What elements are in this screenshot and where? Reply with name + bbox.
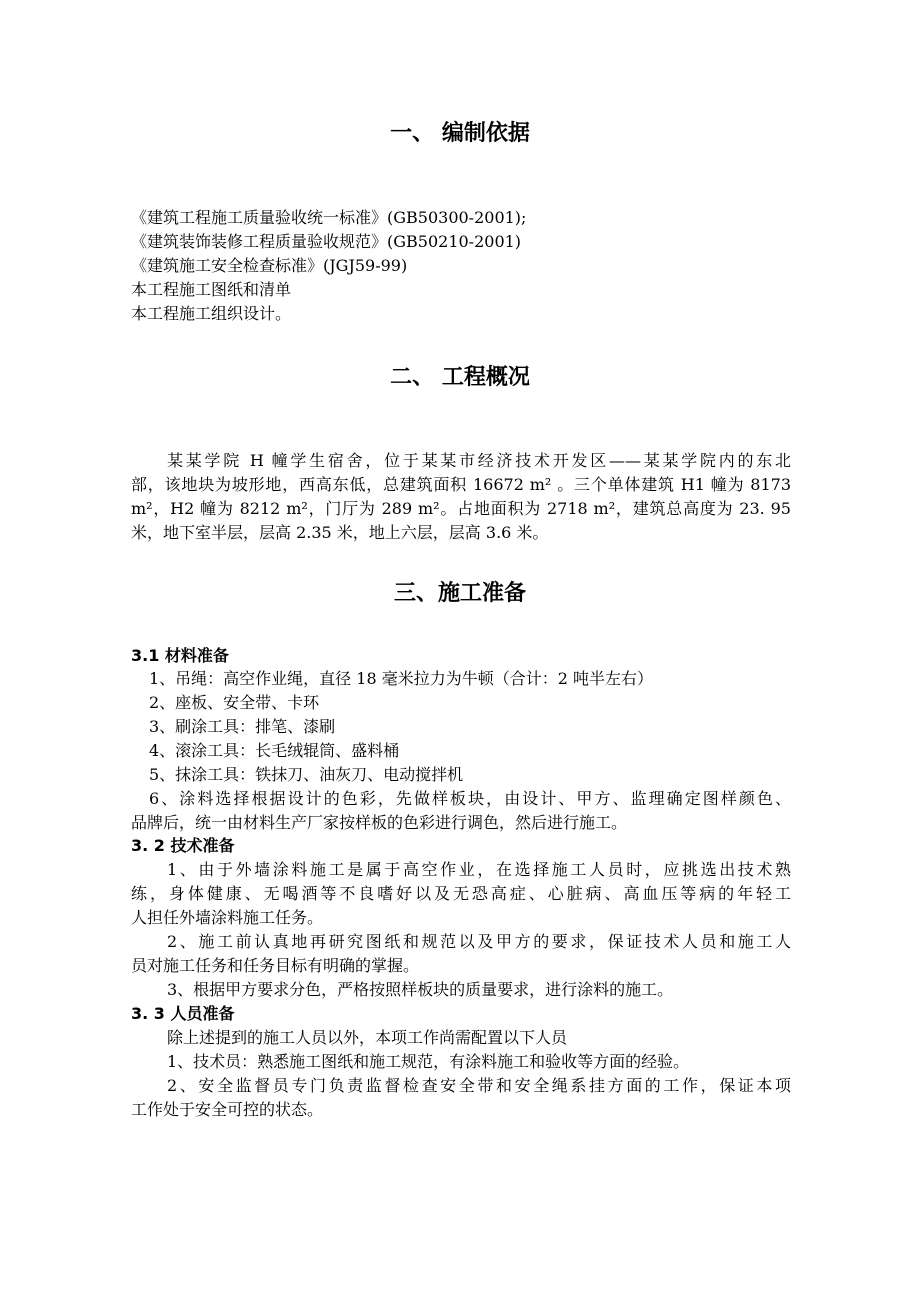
personnel-para-line: 1、技术员：熟悉施工图纸和施工规范，有涂料施工和验收等方面的经验。 [167, 1052, 690, 1071]
personnel-para-line: 除上述提到的施工人员以外，本项工作尚需配置以下人员 [167, 1028, 568, 1047]
section-title-preparation: 三、施工准备 [393, 581, 526, 606]
material-item: 4、滚涂工具：长毛绒辊筒、盛料桶 [149, 741, 400, 760]
material-item: 品牌后，统一由材料生产厂家按样板的色彩进行调色，然后进行施工。 [131, 813, 628, 832]
material-item: 3、刷涂工具：排笔、漆刷 [149, 717, 336, 736]
overview-line: m²，H2 幢为 8212 m²，门厅为 289 m²。占地面积为 2718 m²，建筑总高度为 23. 95 [131, 499, 791, 518]
overview-line: 部，该地块为坡形地，西高东低，总建筑面积 16672 m² 。三个单体建筑 H1 幢为 8173 [131, 475, 791, 494]
overview-line: 某某学院 H 幢学生宿舍，位于某某市经济技术开发区——某某学院内的东北 [167, 451, 791, 470]
section-title-basis: 一、 编制依据 [390, 121, 530, 146]
technical-para-line: 3、根据甲方要求分色，严格按照样板块的质量要求，进行涂料的施工。 [167, 980, 674, 999]
personnel-para-line: 工作处于安全可控的状态。 [131, 1100, 324, 1119]
subsection-heading-personnel: 3. 3 人员准备 [131, 1004, 235, 1023]
technical-para-line: 人担任外墙涂料施工任务。 [131, 908, 324, 927]
technical-para-line: 1、由于外墙涂料施工是属于高空作业，在选择施工人员时，应挑选出技术熟 [167, 860, 791, 879]
overview-line: 米，地下室半层，层高 2.35 米，地上六层，层高 3.6 米。 [131, 523, 549, 542]
basis-line: 《建筑施工安全检查标准》(JGJ59-99) [131, 256, 408, 275]
technical-para-line: 2、施工前认真地再研究图纸和规范以及甲方的要求，保证技术人员和施工人 [167, 932, 791, 951]
material-item: 2、座板、安全带、卡环 [149, 693, 320, 712]
basis-line: 本工程施工图纸和清单 [131, 280, 292, 299]
subsection-heading-technical: 3. 2 技术准备 [131, 836, 235, 855]
material-item: 5、抹涂工具：铁抹刀、油灰刀、电动搅拌机 [149, 765, 464, 784]
basis-line: 《建筑装饰装修工程质量验收规范》(GB50210-2001) [131, 232, 522, 251]
basis-line: 《建筑工程施工质量验收统一标准》(GB50300-2001); [131, 208, 527, 227]
personnel-para-line: 2、安全监督员专门负责监督检查安全带和安全绳系挂方面的工作，保证本项 [167, 1076, 791, 1095]
subsection-heading-materials: 3.1 材料准备 [131, 646, 229, 665]
material-item: 1、吊绳：高空作业绳，直径 18 毫米拉力为牛顿（合计：2 吨半左右） [149, 669, 653, 688]
material-item: 6、涂料选择根据设计的色彩，先做样板块，由设计、甲方、监理确定图样颜色、 [149, 789, 791, 808]
section-title-overview: 二、 工程概况 [390, 365, 530, 390]
basis-line: 本工程施工组织设计。 [131, 304, 292, 323]
technical-para-line: 员对施工任务和任务目标有明确的掌握。 [131, 956, 420, 975]
technical-para-line: 练，身体健康、无喝酒等不良嗜好以及无恐高症、心脏病、高血压等病的年轻工 [131, 884, 791, 903]
